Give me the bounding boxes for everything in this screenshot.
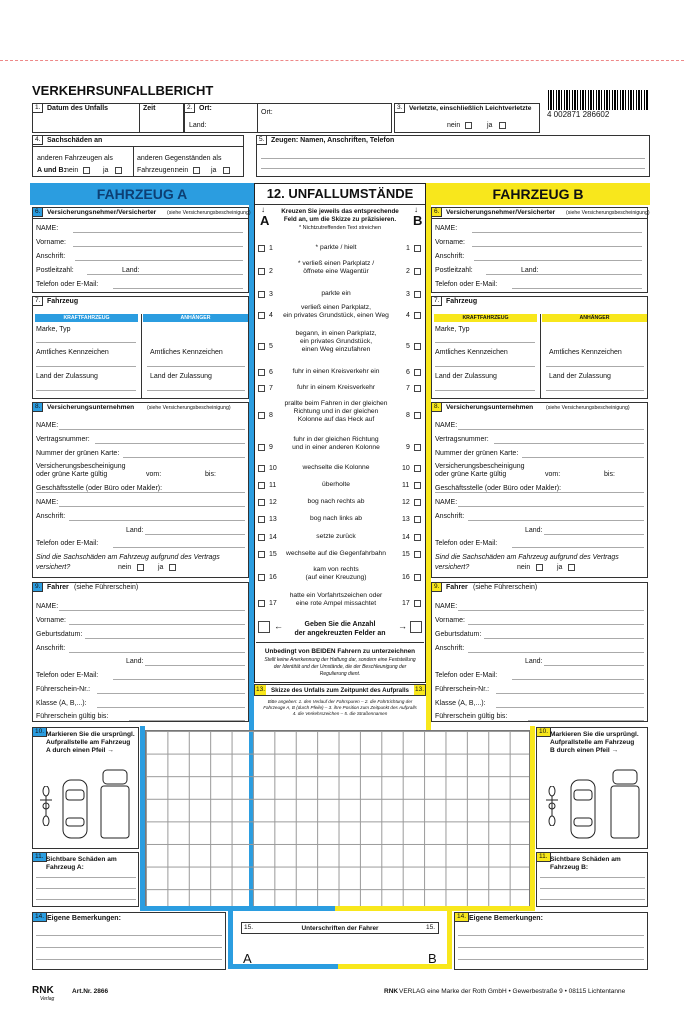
checkbox-insured-no-b[interactable] (536, 564, 543, 571)
field-2-location[interactable]: 2. Ort: Land: Ort: (184, 103, 392, 133)
circumstance-number-a: 14 (269, 534, 277, 541)
section-8-insurer-b[interactable]: 8. Versicherungsunternehmen (siehe Versicherungsbescheinigung) NAME: Vertragsnummer: Nummer der grünen Karte: Versicherungsbescheinigung oder grüne Karte gültig vom: bis: Geschäftsstelle (oder Büro oder Makler): NAME: Anschrift: Land: Telefon oder E-Mail: Sind die Sachschäden am Fahrzeug aufgrund des Vertrags versichert? nein ja (431, 402, 648, 578)
field-3-injured[interactable]: 3. Verletzte, einschließlich Leichtverletzte nein ja (394, 103, 540, 133)
sketch-note-3: 4. die Verkehrszeichen – 5. die Straßennamen (292, 711, 388, 716)
checkbox-injured-yes[interactable] (499, 122, 506, 129)
checkbox-injured-no[interactable] (465, 122, 472, 129)
circumstance-number-a: 4 (269, 312, 273, 319)
sketch-grid[interactable] (145, 730, 530, 911)
circumstance-number-b: 12 (402, 499, 410, 506)
circumstance-checkbox-b-11[interactable] (414, 482, 421, 489)
circumstance-text: begann, in einen Parkplatz, (295, 330, 377, 337)
circumstance-checkbox-b-17[interactable] (414, 600, 421, 607)
section-8-insurer-a[interactable]: 8. Versicherungsunternehmen (siehe Versicherungsbescheinigung) NAME: Vertragsnummer: Nummer der grünen Karte: Versicherungsbescheinigung oder grüne Karte gültig vom: bis: Geschäftsstelle (oder Büro oder Makler): NAME: Anschrift: Land: Telefon oder E-Mail: Sind die Sachschäden am Fahrzeug aufgrund des Vertrags versichert? nein ja (32, 402, 249, 578)
section-7-vehicle-a[interactable]: 7. Fahrzeug KRAFTFAHRZEUG ANHÄNGER Marke, Typ Amtliches Kennzeichen Land der Zulassung Amtliches Kennzeichen Land der Zulassung (32, 296, 249, 399)
sketch-note-2: Fahrzeuge A, B (durch Pfeile) – 3. ihre Position zum Zeitpunkt des Aufpralls (263, 705, 417, 710)
circumstance-number-a: 17 (269, 600, 277, 607)
section-15-signatures-header: 15. Unterschriften der Fahrer 15. (241, 922, 439, 934)
publisher-brand: RNK (384, 988, 399, 995)
circumstance-checkbox-b-7[interactable] (414, 385, 421, 392)
circumstance-checkbox-a-9[interactable] (258, 444, 265, 451)
circumstance-number-a: 6 (269, 369, 273, 376)
circumstance-checkbox-a-3[interactable] (258, 291, 265, 298)
circumstance-checkbox-b-12[interactable] (414, 499, 421, 506)
circumstance-text: fuhr in einem Kreisverkehr (296, 384, 376, 391)
motorcycle-icon (39, 786, 53, 826)
circumstance-text: öffnete eine Wagentür (303, 268, 369, 275)
circumstance-number-a: 12 (269, 499, 277, 506)
circumstance-number-b: 9 (406, 444, 410, 451)
section-14-remarks-b[interactable]: 14. Eigene Bemerkungen: (454, 912, 648, 970)
circumstance-number-a: 13 (269, 516, 277, 523)
circumstance-number-b: 1 (406, 245, 410, 252)
circumstance-number-b: 16 (402, 574, 410, 581)
circumstance-text: verließ einen Parkplatz, (301, 304, 371, 311)
circumstance-number-a: 15 (269, 551, 277, 558)
circumstance-checkbox-a-1[interactable] (258, 245, 265, 252)
circumstance-number-a: 8 (269, 412, 273, 419)
section-11-damage-b[interactable]: 11. Sichtbare Schäden am Fahrzeug B: (536, 852, 648, 907)
truck-icon (609, 768, 641, 840)
sketch-note-1: Bitte angeben: 1. den Verlauf der Fahrspuren – 2. die Fahrtrichtung der (267, 699, 413, 704)
car-icon (61, 778, 89, 840)
circumstance-number-a: 3 (269, 291, 273, 298)
section-12-circumstances: 12. UNFALLUMSTÄNDE A B ↓ ↓ Kreuzen Sie jeweils das entsprechende Feld an, um die Skizze zu präzisieren. * Nichtzutreffenden Text streichen (254, 183, 426, 683)
circumstance-checkbox-a-13[interactable] (258, 516, 265, 523)
circumstance-text: parkte ein (321, 290, 351, 297)
circumstance-checkbox-a-17[interactable] (258, 600, 265, 607)
circumstance-number-b: 13 (402, 516, 410, 523)
circumstance-checkbox-a-4[interactable] (258, 312, 265, 319)
circumstance-checkbox-b-5[interactable] (414, 343, 421, 350)
count-label-1: Geben Sie die Anzahl (304, 621, 376, 628)
circumstance-text: fuhr in der gleichen Richtung (293, 436, 379, 443)
circumstance-checkbox-b-9[interactable] (414, 444, 421, 451)
circumstance-text: eine rote Ampel missachtet (295, 600, 377, 607)
circumstance-number-b: 5 (406, 343, 410, 350)
circumstance-number-a: 2 (269, 268, 273, 275)
circumstance-number-a: 10 (269, 465, 277, 472)
count-box-a[interactable] (258, 621, 270, 633)
perforation-line (0, 60, 684, 61)
circumstance-text: bog nach rechts ab (307, 498, 365, 505)
circumstance-text: einen Weg einzufahren (301, 346, 371, 353)
circumstance-number-a: 16 (269, 574, 277, 581)
sign-note-3: der Identität und der Umstände, die der Beschleunigung der (273, 664, 407, 670)
circumstance-number-a: 11 (269, 482, 277, 489)
vehicle-b-header: FAHRZEUG B (426, 183, 650, 205)
circumstance-checkbox-a-7[interactable] (258, 385, 265, 392)
circumstance-number-a: 9 (269, 444, 273, 451)
section-9-driver-b[interactable]: 9. Fahrer (siehe Führerschein) NAME: Vorname: Geburtsdatum: Anschrift: Land: Telefon oder E-Mail: Führerschein-Nr.: Klasse (A, B,...): Führerschein gültig bis: (431, 582, 648, 722)
circumstance-number-b: 2 (406, 268, 410, 275)
circumstance-checkbox-b-8[interactable] (414, 412, 421, 419)
signature-a-label: A (243, 951, 252, 966)
circumstance-text: bog nach links ab (309, 515, 363, 522)
truck-icon (99, 768, 131, 840)
circumstance-text: Kolonne auf das Heck auf (297, 416, 375, 423)
circumstance-text: und in einer anderen Kolonne (292, 444, 380, 451)
sign-note-4: Regulierung dient. (319, 671, 361, 677)
circumstance-checkbox-a-16[interactable] (258, 574, 265, 581)
circumstance-number-b: 14 (402, 534, 410, 541)
circumstance-checkbox-b-16[interactable] (414, 574, 421, 581)
circumstance-number-b: 7 (406, 385, 410, 392)
circumstance-number-b: 17 (402, 600, 410, 607)
circumstance-checkbox-b-3[interactable] (414, 291, 421, 298)
section-9-driver-a[interactable]: 9. Fahrer (siehe Führerschein) NAME: Vorname: Geburtsdatum: Anschrift: Land: Telefon oder E-Mail: Führerschein-Nr.: Klasse (A, B,...): Führerschein gültig bis: (32, 582, 249, 722)
circumstance-text: ein privates Grundstück, einen Weg (283, 312, 389, 319)
circumstance-number-a: 1 (269, 245, 273, 252)
section-14-remarks-a[interactable]: 14. Eigene Bemerkungen: (32, 912, 226, 970)
circumstance-text: kam von rechts (313, 566, 359, 573)
barcode-number: 4 002871 286602 (547, 110, 610, 119)
checkbox-other-vehicles-yes[interactable] (115, 167, 122, 174)
circumstance-checkbox-b-13[interactable] (414, 516, 421, 523)
circumstance-text: wechselte auf die Gegenfahrbahn (285, 550, 386, 557)
circumstance-text: fuhr in einen Kreisverkehr ein (292, 368, 380, 375)
circumstance-checkbox-b-6[interactable] (414, 369, 421, 376)
publisher-info: VERLAG eine Marke der Roth GmbH • Gewerbestraße 9 • 08115 Lichtentanne (399, 988, 626, 995)
signature-b-area[interactable] (340, 938, 420, 964)
field-5-witnesses[interactable]: 5. Zeugen: Namen, Anschriften, Telefon (256, 135, 650, 177)
circumstance-text: Richtung und in der gleichen (293, 408, 379, 415)
field-4-property-damage[interactable]: 4. Sachschäden an anderen Fahrzeugen als A und B: nein ja anderen Gegenständen als Fahrzeugen: nein ja (32, 135, 244, 177)
circumstance-checkbox-b-2[interactable] (414, 268, 421, 275)
circumstance-number-b: 11 (402, 482, 410, 489)
circumstance-number-b: 4 (406, 312, 410, 319)
section-6-policyholder-a[interactable]: 6. Versicherungsnehmer/Versicherter (siehe Versicherungsbescheinigung) NAME: Vorname: Anschrift: Postleitzahl: Land: Telefon oder E-Mail: (32, 207, 249, 293)
page-title: VERKEHRSUNFALLBERICHT (32, 83, 214, 98)
checkbox-other-objects-yes[interactable] (223, 167, 230, 174)
circumstance-checkbox-b-10[interactable] (414, 465, 421, 472)
circumstance-checkbox-a-5[interactable] (258, 343, 265, 350)
circumstance-checkbox-a-2[interactable] (258, 268, 265, 275)
circumstance-text: wechselte die Kolonne (302, 464, 370, 471)
checkbox-insured-yes-a[interactable] (169, 564, 176, 571)
checkbox-other-vehicles-no[interactable] (83, 167, 90, 174)
circumstance-number-a: 5 (269, 343, 273, 350)
circumstance-checkbox-a-14[interactable] (258, 534, 265, 541)
section-6-policyholder-b[interactable]: 6. Versicherungsnehmer/Versicherter (siehe Versicherungsbescheinigung) NAME: Vorname: Anschrift: Postleitzahl: Land: Telefon oder E-Mail: (431, 207, 648, 293)
logo-sub: Verlag (40, 996, 55, 1002)
circumstance-text: setzte zurück (316, 533, 356, 540)
field-1-date[interactable]: 1. Datum des Unfalls Zeit (32, 103, 184, 133)
circumstance-number-b: 3 (406, 291, 410, 298)
circumstance-text: * verließ einen Parkplatz / (297, 260, 375, 267)
circumstance-checkbox-a-6[interactable] (258, 369, 265, 376)
circumstance-checkbox-a-10[interactable] (258, 465, 265, 472)
circumstance-number-a: 7 (269, 385, 273, 392)
circumstance-text: ein privates Grundstück, (299, 338, 373, 345)
circumstance-text: (auf einer Kreuzung) (305, 574, 367, 581)
signature-a-area[interactable] (258, 938, 338, 964)
checkbox-insured-no-a[interactable] (137, 564, 144, 571)
section-11-damage-a[interactable]: 11. Sichtbare Schäden am Fahrzeug A: (32, 852, 139, 907)
count-label-2: der angekreuzten Felder an (294, 630, 386, 637)
sign-note-1: Unbedingt von BEIDEN Fahrern zu unterzeichnen (264, 648, 416, 655)
circumstance-number-b: 8 (406, 412, 410, 419)
motorcycle-icon (545, 786, 559, 826)
circumstance-number-b: 6 (406, 369, 410, 376)
vehicle-a-header: FAHRZEUG A (30, 183, 254, 205)
car-icon (569, 778, 597, 840)
circumstance-number-b: 10 (402, 465, 410, 472)
circumstance-text: hatte ein Vorfahrtszeichen oder (289, 592, 383, 599)
section-13-header: 13. Skizze des Unfalls zum Zeitpunkt des Aufpralls 13. (256, 686, 425, 694)
circumstance-checkbox-a-11[interactable] (258, 482, 265, 489)
circumstance-text: überholte (322, 481, 350, 488)
barcode (548, 90, 648, 110)
circumstance-checkbox-b-14[interactable] (414, 534, 421, 541)
article-number: Art.Nr. 2866 (72, 988, 109, 995)
signature-b-label: B (428, 951, 437, 966)
circumstance-checkbox-a-15[interactable] (258, 551, 265, 558)
sign-note-2: Stellt keine Anerkennung der Haftung dar, sondern eine Feststellung (264, 657, 416, 663)
circumstance-number-b: 15 (402, 551, 410, 558)
section-10-impact-b[interactable]: 10. Markieren Sie die ursprüngl. Aufprallstelle am Fahrzeug B durch einen Pfeil → (536, 727, 648, 849)
circumstance-checkbox-b-4[interactable] (414, 312, 421, 319)
logo: RNK (32, 985, 54, 996)
circumstance-checkbox-a-8[interactable] (258, 412, 265, 419)
checkbox-insured-yes-b[interactable] (568, 564, 575, 571)
count-box-b[interactable] (410, 621, 422, 633)
circumstance-checkbox-b-15[interactable] (414, 551, 421, 558)
section-10-impact-a[interactable]: 10. Markieren Sie die ursprüngl. Aufprallstelle am Fahrzeug A durch einen Pfeil → (32, 727, 139, 849)
circumstance-text: prallte beim Fahren in der gleichen (284, 400, 388, 407)
circumstance-checkbox-a-12[interactable] (258, 499, 265, 506)
checkbox-other-objects-no[interactable] (193, 167, 200, 174)
circumstance-text: * parkte / hielt (315, 244, 357, 251)
circumstance-checkbox-b-1[interactable] (414, 245, 421, 252)
section-7-vehicle-b[interactable]: 7. Fahrzeug KRAFTFAHRZEUG ANHÄNGER Marke, Typ Amtliches Kennzeichen Land der Zulassung Amtliches Kennzeichen Land der Zulassung (431, 296, 648, 399)
